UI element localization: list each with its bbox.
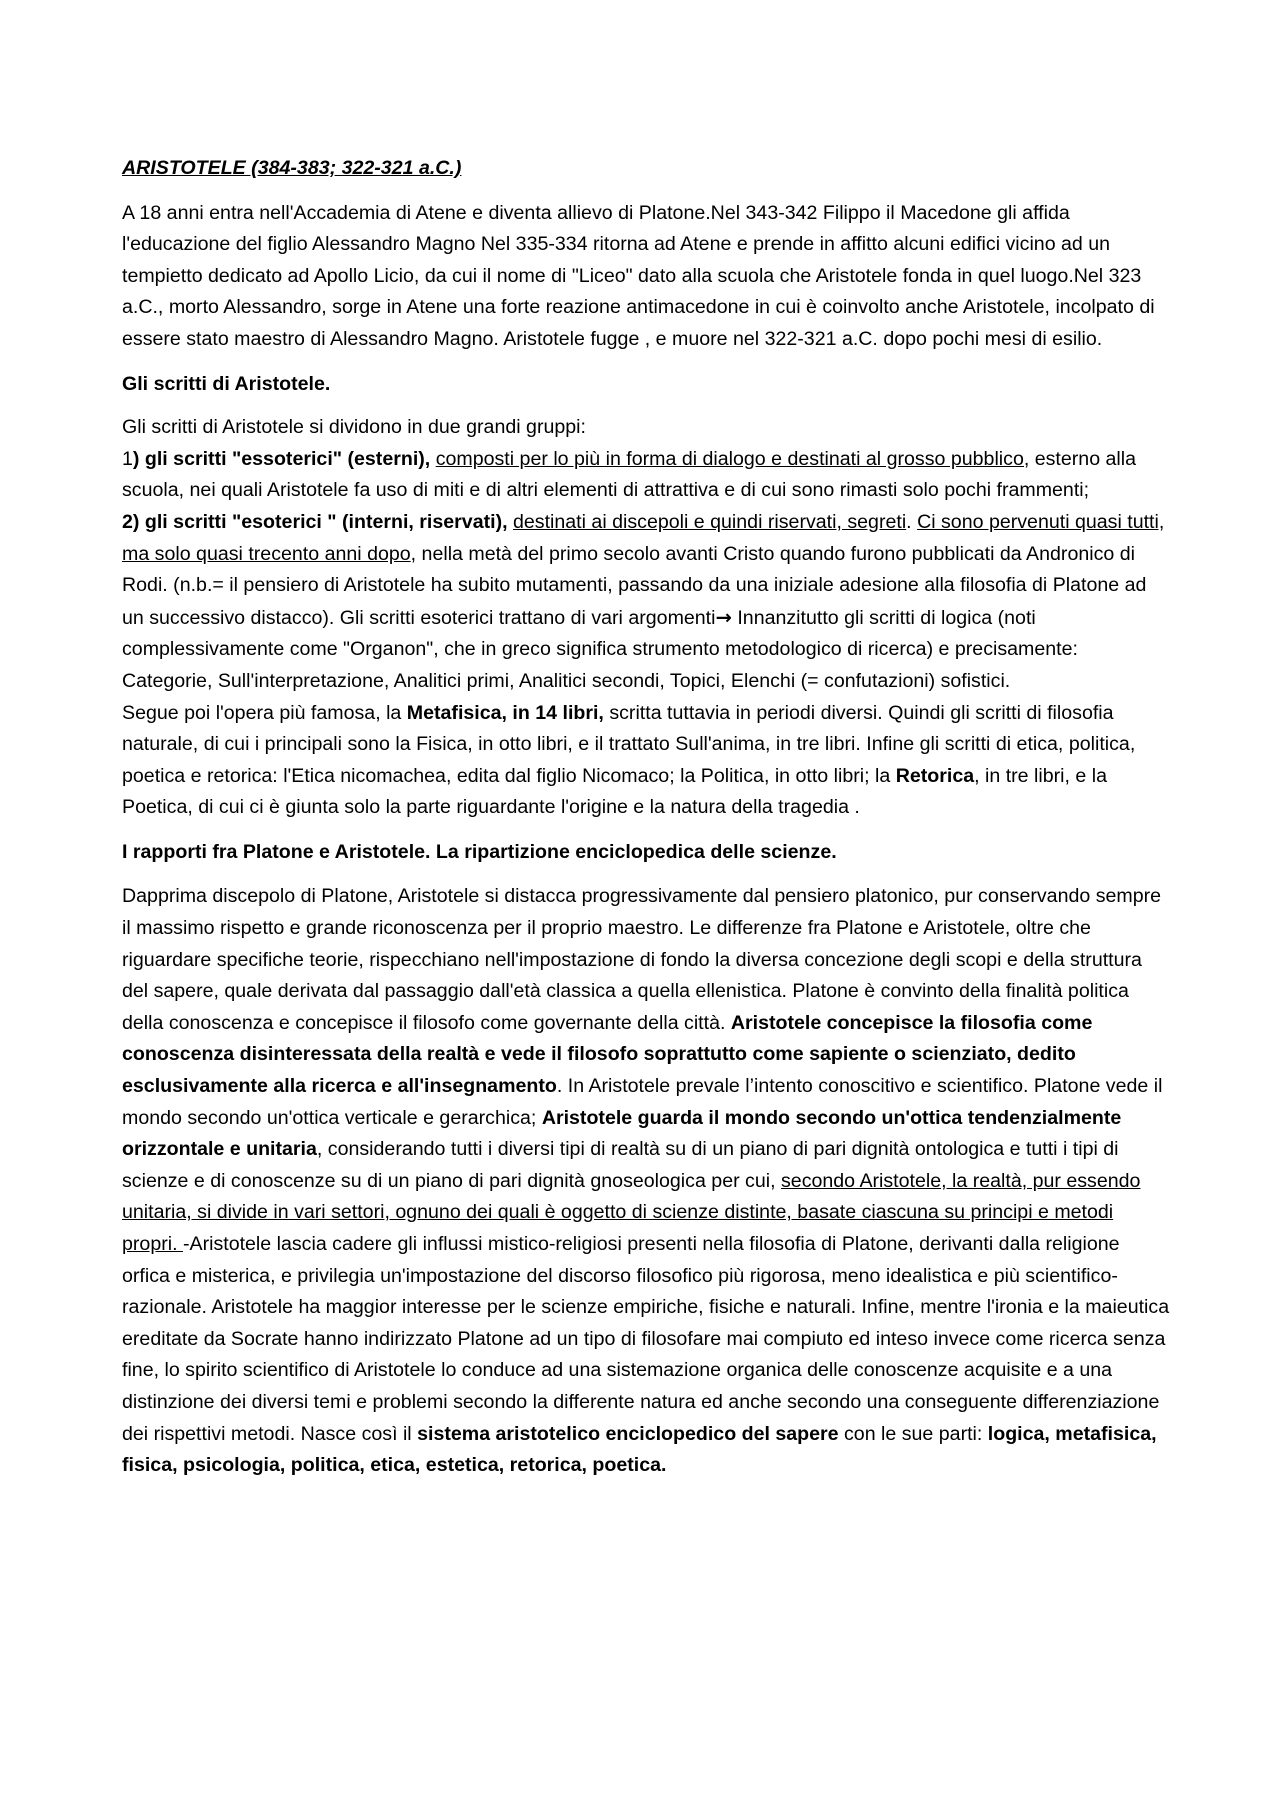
writings-intro: Gli scritti di Aristotele si dividono in due grandi gruppi: — [122, 416, 586, 439]
works-text-a: Segue poi l'opera più famosa, la — [122, 701, 407, 724]
works-paragraph — [122, 698, 1172, 824]
group-1-title: ) gli scritti "essoterici" (esterni), — [132, 447, 431, 470]
relations-text-b: . In Aristotele prevale l’intento conoscitivo e scientifico. Platone vede il mondo secondo un'ottica verticale e gerarchica; — [122, 1075, 1163, 1129]
group-2-underlined-1: destinati ai discepoli e quindi riservati, segreti — [513, 510, 907, 533]
writings-heading — [122, 369, 1172, 401]
works-text-b: scritta tuttavia in periodi diversi. Quindi gli scritti di filosofia naturale, di cui i principali sono la Fisica, in otto libri, e il trattato Sull'anima, in tre libri. Infine gli scritti di etica, politica, poetica e retorica: l'Etica nicomachea, edita dal figlio Nicomaco; la Politica, in otto libri; la — [122, 701, 1136, 787]
relations-heading — [122, 837, 1172, 869]
document-body — [122, 153, 1172, 1482]
relations-text-d: -Aristotele lascia cadere gli influssi mistico-religiosi presenti nella filosofia di Platone, derivanti dalla religione orfica e misterica, e privilegia un'impostazione del discorso filosofico più rigorosa, meno idealistica e più scientifico-razionale. Aristotele ha maggior interesse per le scienze empiriche, fisiche e naturali. Infine, mentre l'ironia e la maieutica ereditate da Socrate hanno indirizzato Platone ad un tipo di filosofare mai compiuto ed inteso invece come ricerca senza fine, lo spirito scientifico di Aristotele lo conduce ad una sistemazione organica delle conoscenze acquisite e a una distinzione dei diversi temi e problemi secondo la differente natura ed anche secondo una conseguente differenziazione dei rispettivi metodi. Nasce così il — [122, 1233, 1170, 1445]
relations-text-e: con le sue parti: — [838, 1422, 988, 1445]
relations-bold-3: sistema aristotelico enciclopedico del sapere — [417, 1422, 839, 1445]
writings-group-2 — [122, 507, 1172, 698]
group-1-text: esterno alla scuola, nei quali Aristotele fa uso di miti e di altri elementi di attrattiva e di cui sono rimasti solo pochi frammenti; — [122, 447, 1137, 502]
group-2-title: 2) gli scritti "esoterici " (interni, riservati), — [122, 510, 508, 533]
group-1-number: 1 — [122, 447, 133, 470]
relations-text-a: Dapprima discepolo di Platone, Aristotele si distacca progressivamente dal pensiero platonico, pur conservando sempre il massimo rispetto e grande riconoscenza per il proprio maestro. Le differenze fra Platone e Aristotele, oltre che riguardare specifiche teorie, rispecchiano nell'impostazione di fondo la diversa concezione degli scopi e della struttura del sapere, quale derivata dal passaggio dall'età classica a quella ellenistica. Platone è convinto della finalità politica della conoscenza e concepisce il filosofo come governante della città. — [122, 885, 1162, 1034]
group-1-underlined: composti per lo più in forma di dialogo e destinati al grosso pubblico, — [435, 447, 1030, 470]
relations-bold-1: Aristotele concepisce la filosofia come conoscenza disinteressata della realtà e vede il filosofo soprattutto come sapiente o scienziato, dedito esclusivamente alla ricerca e all'insegnamento — [122, 1011, 1093, 1098]
document-title: ARISTOTELE (384-383; 322-321 a.C.) — [122, 157, 462, 179]
relations-bold-4: logica, metafisica, fisica, psicologia, politica, etica, estetica, retorica, poetica. — [122, 1422, 1157, 1477]
relations-underlined: secondo Aristotele, la realtà, pur essendo unitaria, si divide in vari settori, ognuno dei quali è oggetto di scienze distinte, basate ciascuna su principi e metodi propri. — [122, 1169, 1141, 1255]
group-2-underlined-2: Ci sono pervenuti quasi tutti, ma solo quasi trecento anni dopo — [122, 510, 1165, 565]
works-metafisica: Metafisica, in 14 libri, — [406, 701, 604, 724]
group-2-text: , nella metà del primo secolo avanti Cristo quando furono pubblicati da Andronico di Rodi. (n.b.= il pensiero di Aristotele ha subito mutamenti, passando da una iniziale adesione alla filosofia di Platone ad un successivo distacco). Gli scritti esoterici trattano di vari argomenti — [122, 542, 1147, 629]
works-retorica: Retorica — [895, 764, 975, 787]
group-2-tail: Innanzitutto gli scritti di logica (noti complessivamente come "Organon", che in greco significa strumento metodologico di ricerca) e precisamente: Categorie, Sull'interpretazione, Analitici primi, Analitici secondi, Topici, Elenchi (= confutazioni) sofistici. — [122, 606, 1078, 692]
relations-text-c: , considerando tutti i diversi tipi di realtà su di un piano di pari dignità ontologica e tutti i tipi di scienze e di conoscenze su di un piano di pari dignità gnoseologica per cui, — [122, 1138, 1119, 1192]
relations-heading-text: I rapporti fra Platone e Aristotele. La ripartizione enciclopedica delle scienze. — [122, 840, 837, 863]
group-2-dot: . — [906, 510, 918, 533]
works-text-c: , in tre libri, e la Poetica, di cui ci è giunta solo la parte riguardante l'origine e la natura della tragedia . — [122, 764, 1107, 819]
arrow-right-icon: → — [715, 605, 732, 629]
writings-group-1 — [122, 444, 1172, 507]
writings-heading-text: Gli scritti di Aristotele. — [122, 372, 331, 395]
relations-paragraph — [122, 881, 1172, 1481]
bio-paragraph: A 18 anni entra nell'Accademia di Atene e diventa allievo di Platone.Nel 343-342 Filippo il Macedone gli affida l'educazione del figlio Alessandro Magno Nel 335-334 ritorna ad Atene e prende in affitto alcuni edifici vicino ad un tempietto dedicato ad Apollo Licio, da cui il nome di "Liceo" dato alla scuola che Aristotele fonda in quel luogo.Nel 323 a.C., morto Alessandro, sorge in Atene una forte reazione antimacedone in cui è coinvolto anche Aristotele, incolpato di essere stato maestro di Alessandro Magno. Aristotele fugge , e muore nel 322-321 a.C. dopo pochi mesi di esilio. — [122, 201, 1155, 350]
relations-bold-2: Aristotele guarda il mondo secondo un'ottica tendenzialmente orizzontale e unitaria — [122, 1106, 1122, 1161]
